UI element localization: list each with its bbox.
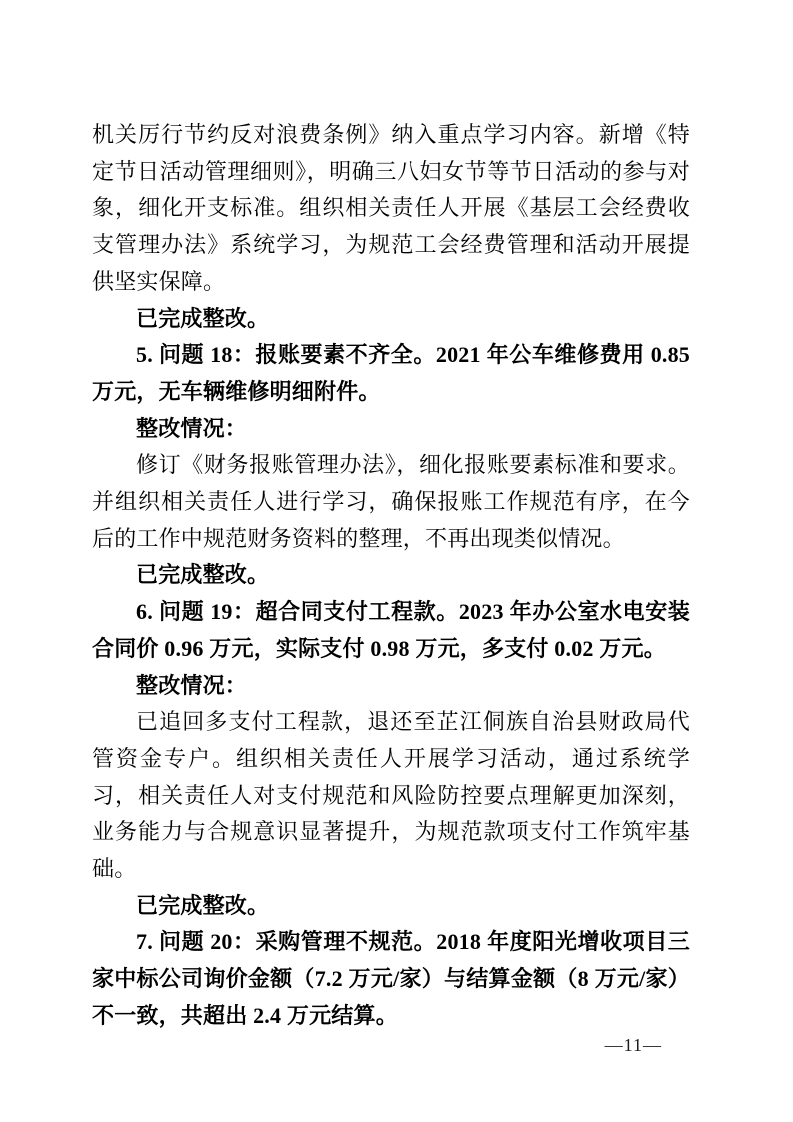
rectification-status-label: 整改情况： [136, 672, 248, 698]
status-completed: 已完成整改。 [136, 305, 270, 331]
document-body [92, 117, 690, 1035]
rectification-detail-18: 修订《财务报账管理办法》，细化报账要素标准和要求。并组织相关责任人进行学习，确保报账工作规范有序，在今后的工作中规范财务资料的整理，不再出现类似情况。 [92, 452, 690, 551]
page-number: —11— [604, 1035, 662, 1055]
status-completed: 已完成整改。 [136, 892, 270, 918]
issue-18-heading: 5. 问题 18：报账要素不齐全。2021 年公车维修费用 0.85 万元，无车辆维修明细附件。 [92, 342, 690, 404]
rectification-status-label: 整改情况： [136, 415, 248, 441]
issue-20-heading: 7. 问题 20：采购管理不规范。2018 年度阳光增收项目三家中标公司询价金额（7.2 万元/家）与结算金额（8 万元/家）不一致，共超出 2.4 万元结算。 [92, 929, 690, 1028]
rectification-detail-19: 已追回多支付工程款，退还至芷江侗族自治县财政局代管资金专户。组织相关责任人开展学习活动，通过系统学习，相关责任人对支付规范和风险防控要点理解更加深刻，业务能力与合规意识显著提升，为规范款项支付工作筑牢基础。 [92, 709, 690, 882]
issue-19-heading: 6. 问题 19：超合同支付工程款。2023 年办公室水电安装合同价 0.96 万元，实际支付 0.98 万元，多支付 0.02 万元。 [92, 599, 690, 661]
paragraph-continuation: 机关厉行节约反对浪费条例》纳入重点学习内容。新增《特定节日活动管理细则》，明确三八妇女节等节日活动的参与对象，细化开支标准。组织相关责任人开展《基层工会经费收支管理办法》系统学习，为规范工会经费管理和活动开展提供坚实保障。 [92, 122, 690, 294]
status-completed: 已完成整改。 [136, 562, 270, 588]
